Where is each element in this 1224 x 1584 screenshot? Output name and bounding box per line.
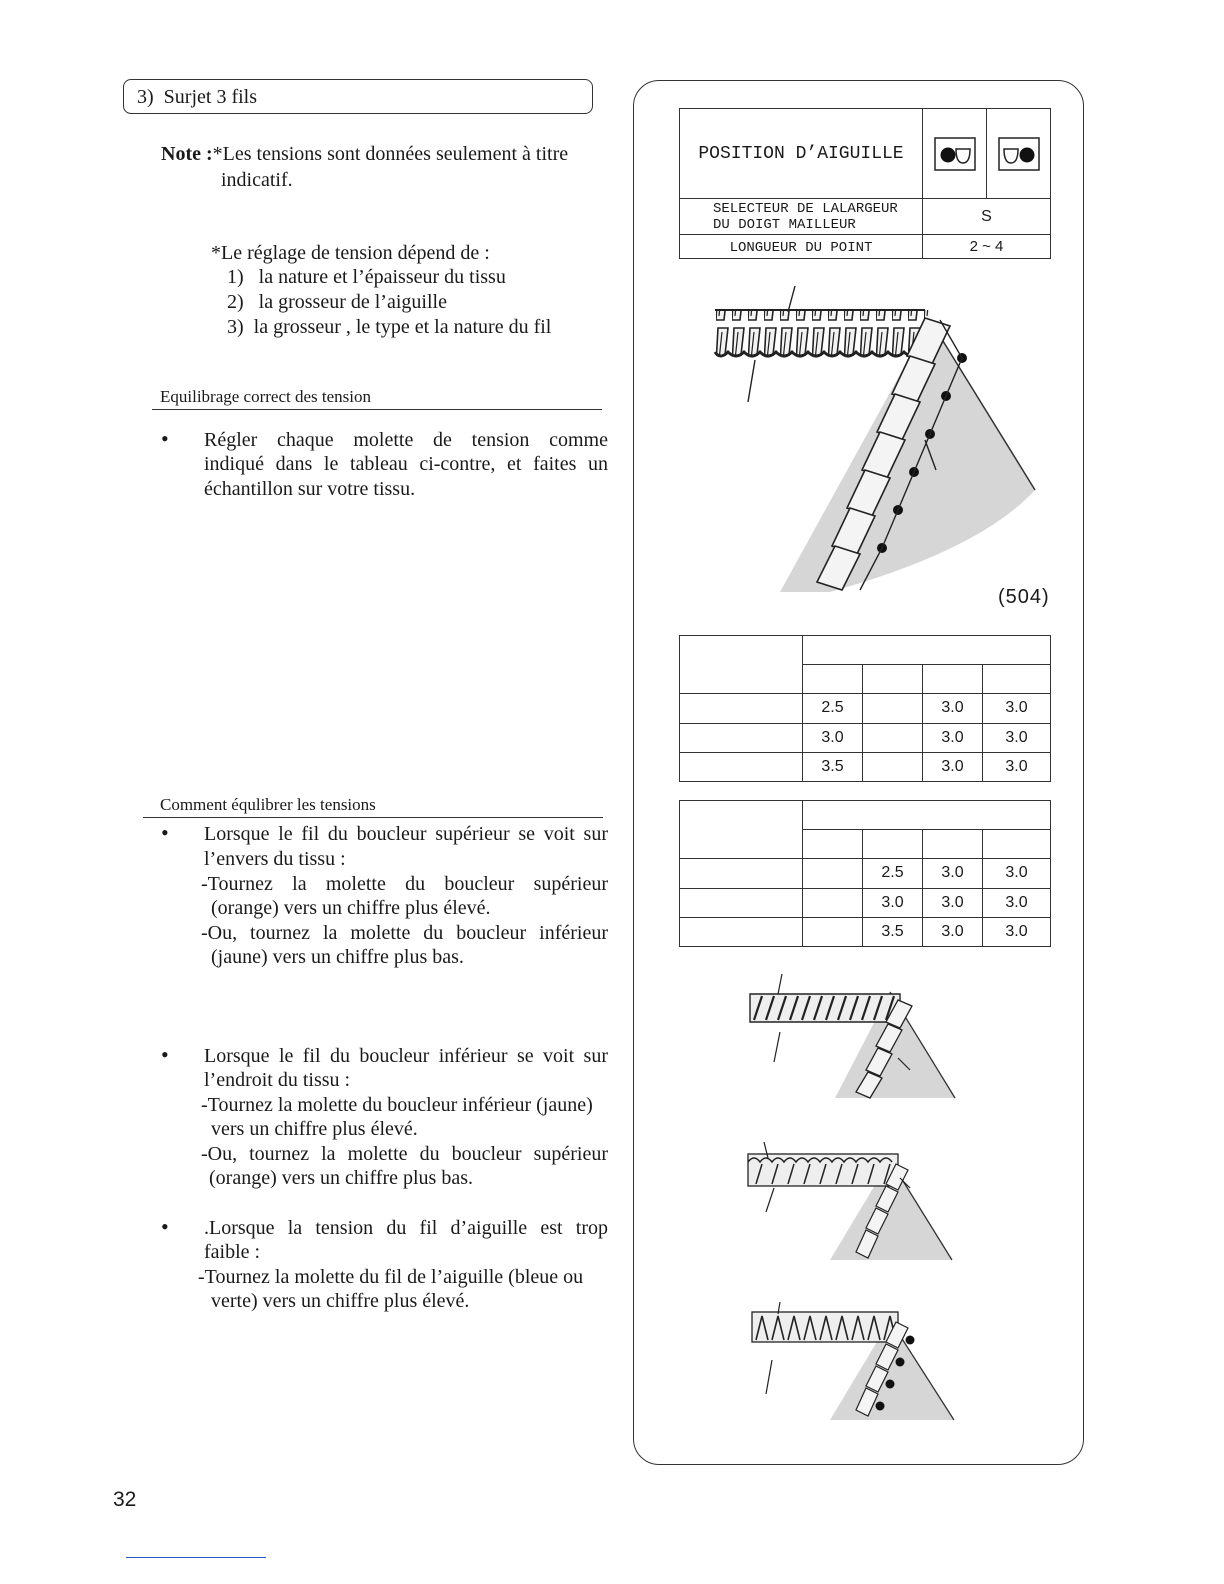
table-header-cell	[983, 665, 1051, 694]
depends-item-text: la grosseur , le type et la nature du fil	[253, 316, 552, 338]
row-label-cell	[680, 859, 803, 888]
needle-right-filled-icon	[987, 109, 1050, 198]
depends-item-2	[227, 290, 447, 315]
balance-line-3: échantillon sur votre tissu.	[204, 478, 416, 500]
how-b2-line-2: l’endroit du tissu :	[204, 1069, 351, 1091]
bullet: •	[161, 426, 169, 451]
table-cell: 3.5	[863, 917, 923, 946]
row-label-cell	[680, 752, 803, 781]
table-row	[680, 694, 1051, 723]
bullet: •	[161, 820, 169, 845]
table-cell: 3.0	[983, 859, 1051, 888]
table-cell: 3.0	[923, 723, 983, 752]
table-cell: 3.0	[923, 888, 983, 917]
table-row	[680, 917, 1051, 946]
stitch-length-label: LONGUEUR DU POINT	[729, 239, 873, 256]
stitch-example-lower-looper-illustration	[740, 1140, 960, 1265]
table-cell: 3.5	[803, 752, 863, 781]
how-b3-line-4: verte) vers un chiffre plus élevé.	[211, 1290, 470, 1312]
how-b1-line-4: (orange) vers un chiffre plus élevé.	[211, 897, 491, 919]
table-header-cell	[803, 636, 1051, 665]
how-b3-line-3: -Tournez la molette du fil de l’aiguille (bleue ou	[198, 1266, 584, 1288]
how-b2-line-4: vers un chiffre plus élevé.	[211, 1118, 418, 1140]
how-b2-line-6: (orange) vers un chiffre plus bas.	[209, 1167, 473, 1189]
stitch-length-label-cell	[680, 235, 923, 259]
table-cell: 3.0	[983, 694, 1051, 723]
selector-label-cell	[680, 199, 923, 235]
depends-item-3	[227, 315, 551, 340]
table-cell	[863, 752, 923, 781]
table-cell: 3.0	[983, 723, 1051, 752]
stitch-length-value: 2 ~ 4	[923, 235, 1051, 259]
table-header-cell	[803, 665, 863, 694]
depends-item-num: 2)	[227, 291, 244, 313]
note-label: Note :	[161, 143, 213, 165]
table-cell: 3.0	[923, 694, 983, 723]
selector-label-2: DU DOIGT MAILLEUR	[713, 216, 856, 233]
table-cell: 2.5	[803, 694, 863, 723]
table-row	[680, 888, 1051, 917]
table-header-cell	[803, 801, 1051, 830]
section-number: 3)	[137, 86, 154, 108]
depends-item-num: 3)	[227, 316, 244, 338]
table-cell: 3.0	[803, 723, 863, 752]
how-b2-line-5: -Ou, tournez la molette du boucleur supérieur	[201, 1143, 608, 1165]
table-cell: 3.0	[923, 859, 983, 888]
table-row	[680, 859, 1051, 888]
table-header-cell	[680, 636, 803, 694]
table-cell: 3.0	[983, 888, 1051, 917]
needle-icons-cell	[923, 109, 1051, 199]
how-b1-line-6: (jaune) vers un chiffre plus bas.	[211, 946, 464, 968]
how-b3-line-1: .Lorsque la tension du fil d’aiguille est trop	[204, 1217, 608, 1239]
bullet: •	[161, 1214, 169, 1239]
table-row	[680, 723, 1051, 752]
depends-item-text: la grosseur de l’aiguille	[258, 291, 447, 313]
how-heading: Comment équlibrer les tensions	[160, 795, 376, 814]
note-line-1	[161, 142, 568, 167]
stitch-example-upper-looper-illustration	[740, 970, 960, 1105]
table-cell: 3.0	[863, 888, 923, 917]
how-b1-line-3: -Tournez la molette du boucleur supérieur	[201, 873, 608, 895]
bullet: •	[161, 1042, 169, 1067]
selector-value: S	[923, 199, 1051, 235]
table-header-cell	[923, 830, 983, 859]
needle-position-label: POSITION D’AIGUILLE	[698, 143, 904, 164]
row-label-cell	[680, 917, 803, 946]
table-row	[680, 752, 1051, 781]
table-cell: 3.0	[983, 752, 1051, 781]
note-text-1: *Les tensions sont données seulement à titre	[212, 143, 569, 165]
note-text-2: indicatif.	[221, 169, 293, 191]
table-cell: 3.0	[923, 752, 983, 781]
tension-table-2	[679, 800, 1051, 947]
depends-intro: *Le réglage de tension dépend de :	[211, 242, 490, 264]
table-cell: 2.5	[863, 859, 923, 888]
footer-link-line	[126, 1557, 266, 1558]
table-header-cell	[983, 830, 1051, 859]
section-title-text: Surjet 3 fils	[163, 86, 258, 108]
table-cell: 3.0	[923, 917, 983, 946]
table-cell	[863, 723, 923, 752]
stitch-example-needle-tension-illustration	[740, 1300, 960, 1425]
how-b2-line-3: -Tournez la molette du boucleur inférieur (jaune)	[201, 1094, 593, 1116]
page-number: 32	[113, 1488, 137, 1511]
table-cell	[803, 888, 863, 917]
tension-table-1	[679, 635, 1051, 782]
how-b1-line-2: l’envers du tissu :	[204, 848, 346, 870]
how-b3-line-2: faible :	[204, 1241, 261, 1263]
row-label-cell	[680, 694, 803, 723]
depends-item-1	[227, 265, 506, 290]
row-label-cell	[680, 888, 803, 917]
table-header-cell	[863, 665, 923, 694]
table-cell: 3.0	[983, 917, 1051, 946]
how-b1-line-5: -Ou, tournez la molette du boucleur inférieur	[201, 922, 608, 944]
how-b2-line-1: Lorsque le fil du boucleur inférieur se voit sur	[204, 1045, 608, 1067]
figure-label: (504)	[998, 586, 1050, 608]
overlock-stitch-illustration	[700, 280, 1050, 600]
balance-heading: Equilibrage correct des tension	[160, 387, 372, 406]
how-b1-line-1: Lorsque le fil du boucleur supérieur se voit sur	[204, 823, 608, 845]
selector-label-1: SELECTEUR DE LALARGEUR	[713, 200, 898, 217]
table-header-cell	[680, 801, 803, 859]
heading-rule	[143, 817, 603, 818]
needle-left-filled-icon	[923, 109, 987, 198]
table-header-cell	[863, 830, 923, 859]
heading-rule	[152, 409, 602, 410]
table-header-cell	[923, 665, 983, 694]
needle-position-label-cell	[680, 109, 923, 199]
depends-item-num: 1)	[227, 266, 244, 288]
table-cell	[863, 694, 923, 723]
table-cell	[803, 917, 863, 946]
row-label-cell	[680, 723, 803, 752]
table-header-cell	[803, 830, 863, 859]
balance-line-1: Régler chaque molette de tension comme	[204, 429, 608, 451]
section-title	[137, 86, 257, 109]
table-cell	[803, 859, 863, 888]
depends-item-text: la nature et l’épaisseur du tissu	[258, 266, 506, 288]
balance-line-2: indiqué dans le tableau ci-contre, et faites un	[204, 453, 608, 475]
settings-table	[679, 108, 1051, 259]
